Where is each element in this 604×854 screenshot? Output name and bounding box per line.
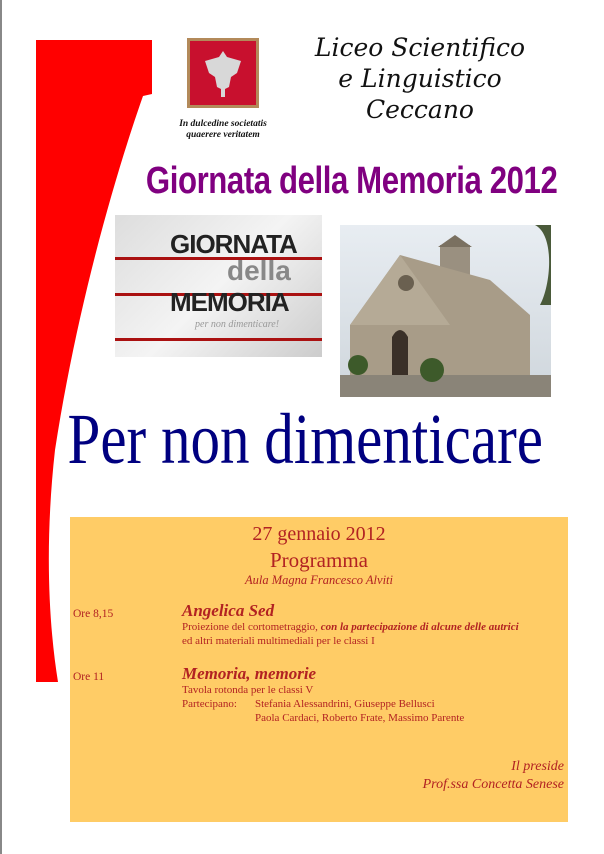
program-heading: Programma: [270, 548, 368, 572]
item-time: Ore 11: [73, 671, 105, 683]
school-motto: [168, 119, 278, 141]
school-name-line: Ceccano: [366, 95, 474, 124]
school-name-line: e Linguistico: [338, 64, 502, 93]
main-title: Per non dimenticare: [67, 399, 543, 479]
eagle-icon: [201, 47, 245, 99]
item-description-emphasis: con la partecipazione di alcune delle autrici: [320, 621, 519, 633]
motto-line: In dulcedine societatis: [179, 119, 267, 129]
program-date: 27 gennaio 2012: [252, 523, 386, 545]
item-description: [182, 621, 519, 633]
item-title: Angelica Sed: [182, 601, 275, 620]
image-text: MEMORIA: [170, 287, 289, 317]
motto-line: quaerere veritatem: [186, 130, 260, 140]
giornata-memoria-image: [115, 215, 322, 357]
participants-label: Partecipano:: [182, 698, 237, 710]
item-title: Memoria, memorie: [182, 664, 317, 683]
church-illustration: [340, 225, 551, 397]
church-photo: [340, 225, 551, 397]
item-description: Tavola rotonda per le classi V: [182, 684, 314, 696]
item-time: Ore 8,15: [73, 608, 114, 620]
image-text: GIORNATA: [170, 229, 297, 259]
item-description-text: Proiezione del cortometraggio,: [182, 621, 321, 633]
participants-line: Paola Cardaci, Roberto Frate, Massimo Parente: [255, 712, 465, 724]
image-text: della: [227, 255, 291, 286]
event-title: Giornata della Memoria 2012: [145, 160, 558, 202]
school-name-line: Liceo Scientifico: [314, 33, 526, 62]
school-name: [270, 32, 570, 125]
school-crest-logo: [187, 38, 259, 108]
signature-name: Prof.ssa Concetta Senese: [422, 777, 564, 792]
item-description: ed altri materiali multimediali per le classi I: [182, 635, 375, 647]
participants-line: Stefania Alessandrini, Giuseppe Bellusci: [255, 698, 435, 710]
program-venue: Aula Magna Francesco Alviti: [244, 573, 393, 587]
image-text: per non dimenticare!: [195, 319, 280, 330]
program-box: [70, 517, 568, 822]
barbed-wire: [115, 338, 322, 341]
signature-title: Il preside: [511, 759, 564, 774]
